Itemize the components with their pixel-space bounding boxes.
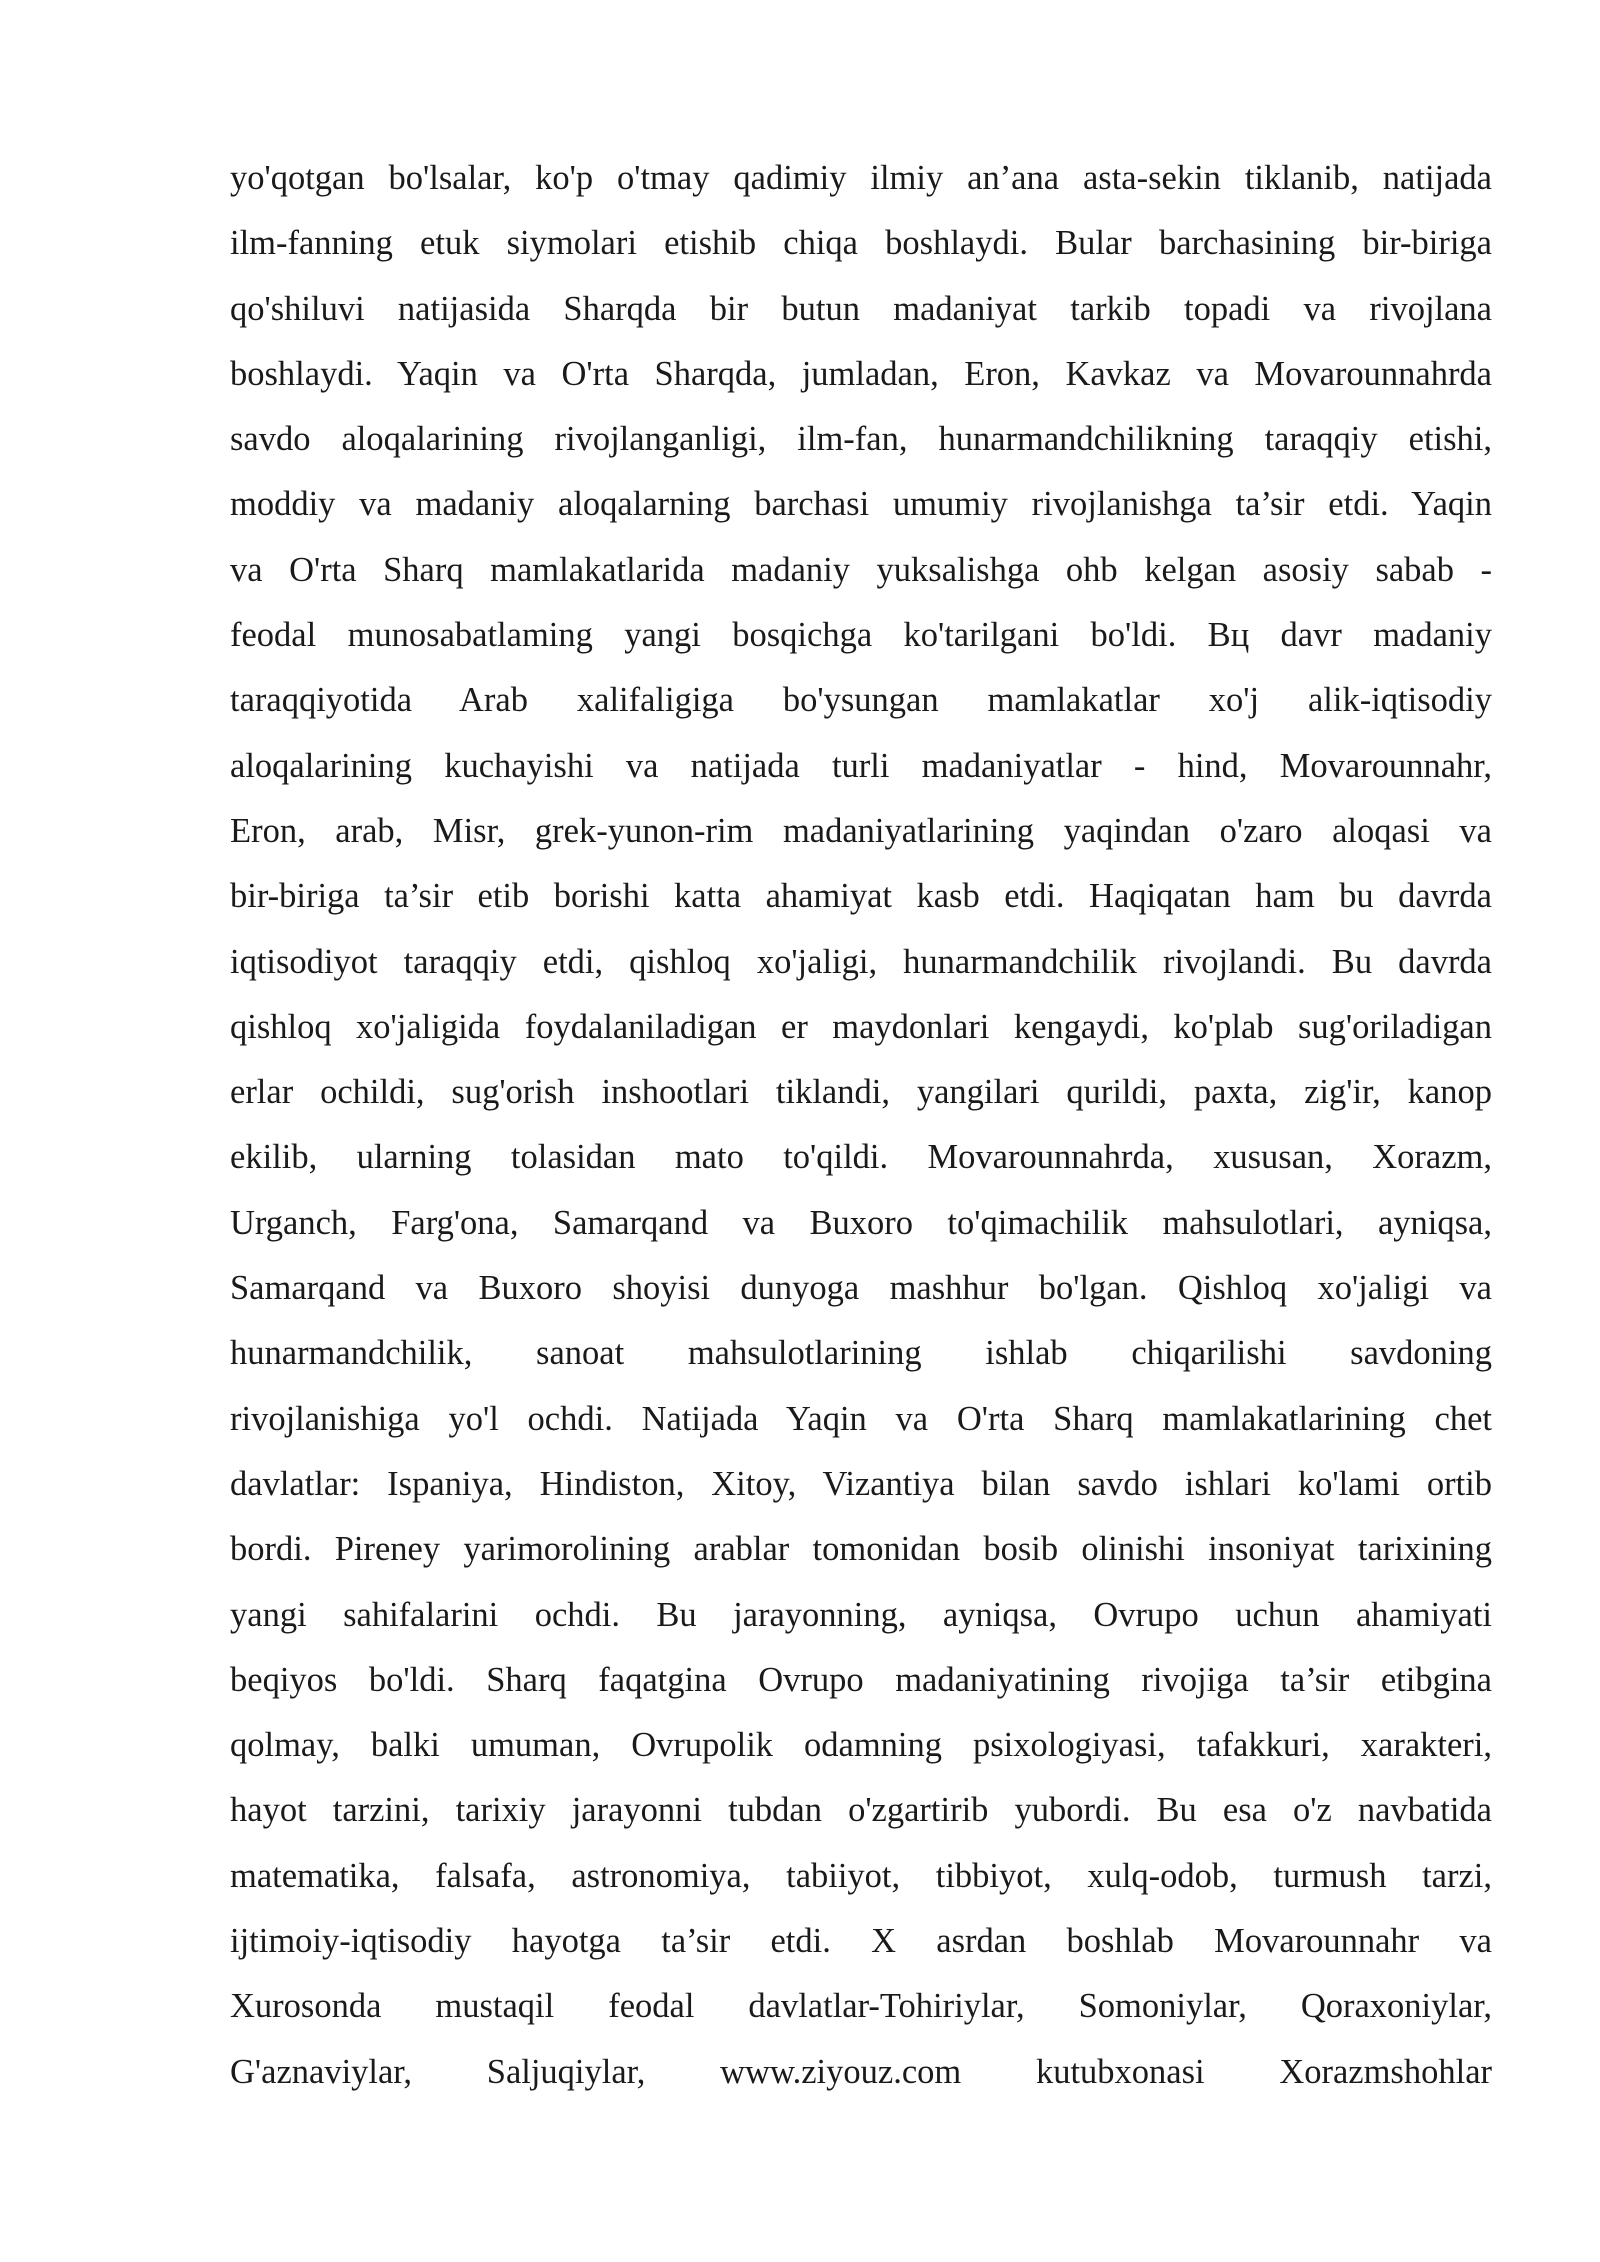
- text-line: yangi sahifalarini ochdi. Bu jarayonning, ayniqsa, Ovrupo uchun ahamiyati: [230, 1595, 1492, 1634]
- text-line: Eron, arab, Misr, grek-yunon-rim madaniyatlarining yaqindan o'zaro aloqasi va: [230, 811, 1492, 850]
- text-line: savdo aloqalarining rivojlanganligi, ilm-fan, hunarmandchilikning taraqqiy etishi,: [230, 420, 1492, 459]
- text-line: qo'shiluvi natijasida Sharqda bir butun madaniyat tarkib topadi va rivojlana: [230, 289, 1492, 328]
- body-text: [230, 152, 1492, 2111]
- text-line: beqiyos bo'ldi. Sharq faqatgina Ovrupo madaniyatining rivojiga ta’sir etibgina: [230, 1660, 1492, 1699]
- text-line: G'aznaviylar, Saljuqiylar, www.ziyouz.com kutubxonasi Xorazmshohlar: [230, 2052, 1492, 2091]
- text-line: bordi. Pireney yarimorolining arablar tomonidan bosib olinishi insoniyat tarixining: [230, 1530, 1492, 1569]
- text-line: hunarmandchilik, sanoat mahsulotlarining ishlab chiqarilishi savdoning: [230, 1334, 1492, 1373]
- text-line: va O'rta Sharq mamlakatlarida madaniy yuksalishga ohb kelgan asosiy sabab -: [230, 550, 1492, 589]
- text-line: aloqalarining kuchayishi va natijada turli madaniyatlar - hind, Movarounnahr,: [230, 746, 1492, 785]
- text-line: yo'qotgan bo'lsalar, ko'p o'tmay qadimiy ilmiy an’ana asta-sekin tiklanib, natijada: [230, 159, 1492, 197]
- text-line: qishloq xo'jaligida foydalaniladigan er maydonlari kengaydi, ko'plab sug'oriladigan: [230, 1007, 1492, 1046]
- text-line: davlatlar: Ispaniya, Hindiston, Xitoy, Vizantiya bilan savdo ishlari ko'lami ortib: [230, 1464, 1492, 1503]
- text-line: Urganch, Farg'ona, Samarqand va Buxoro to'qimachilik mahsulotlari, ayniqsa,: [230, 1203, 1492, 1242]
- text-line: qolmay, balki umuman, Ovrupolik odamning psixologiyasi, tafakkuri, xarakteri,: [230, 1726, 1492, 1765]
- text-line: erlar ochildi, sug'orish inshootlari tiklandi, yangilari qurildi, paxta, zig'ir, kanop: [230, 1073, 1492, 1112]
- text-line: taraqqiyotida Arab xalifaligiga bo'ysungan mamlakatlar xo'j alik-iqtisodiy: [230, 681, 1492, 720]
- text-line: rivojlanishiga yo'l ochdi. Natijada Yaqin va O'rta Sharq mamlakatlarining chet: [230, 1399, 1492, 1438]
- text-line: ekilib, ularning tolasidan mato to'qildi. Movarounnahrda, xususan, Xorazm,: [230, 1138, 1492, 1177]
- text-line: feodal munosabatlaming yangi bosqichga ko'tarilgani bo'ldi. Вц davr madaniy: [230, 616, 1492, 655]
- text-line: Xurosonda mustaqil feodal davlatlar-Tohiriylar, Somoniylar, Qoraxoniylar,: [230, 1987, 1492, 2026]
- text-line: boshlaydi. Yaqin va O'rta Sharqda, jumladan, Eron, Kavkaz va Movarounnahrda: [230, 354, 1492, 393]
- text-line: ilm-fanning etuk siymolari etishib chiqa boshlaydi. Bular barchasining bir-biriga: [230, 224, 1492, 263]
- text-line: bir-biriga ta’sir etib borishi katta ahamiyat kasb etdi. Haqiqatan ham bu davrda: [230, 877, 1492, 916]
- text-line: hayot tarzini, tarixiy jarayonni tubdan o'zgartirib yubordi. Bu esa o'z navbatida: [230, 1791, 1492, 1830]
- text-line: iqtisodiyot taraqqiy etdi, qishloq xo'jaligi, hunarmandchilik rivojlandi. Bu davrda: [230, 942, 1492, 981]
- text-line: moddiy va madaniy aloqalarning barchasi umumiy rivojlanishga ta’sir etdi. Yaqin: [230, 485, 1492, 524]
- text-line: Samarqand va Buxoro shoyisi dunyoga mashhur bo'lgan. Qishloq xo'jaligi va: [230, 1269, 1492, 1308]
- text-line: matematika, falsafa, astronomiya, tabiiyot, tibbiyot, xulq-odob, turmush tarzi,: [230, 1856, 1492, 1895]
- text-line: ijtimoiy-iqtisodiy hayotga ta’sir etdi. X asrdan boshlab Movarounnahr va: [230, 1922, 1492, 1961]
